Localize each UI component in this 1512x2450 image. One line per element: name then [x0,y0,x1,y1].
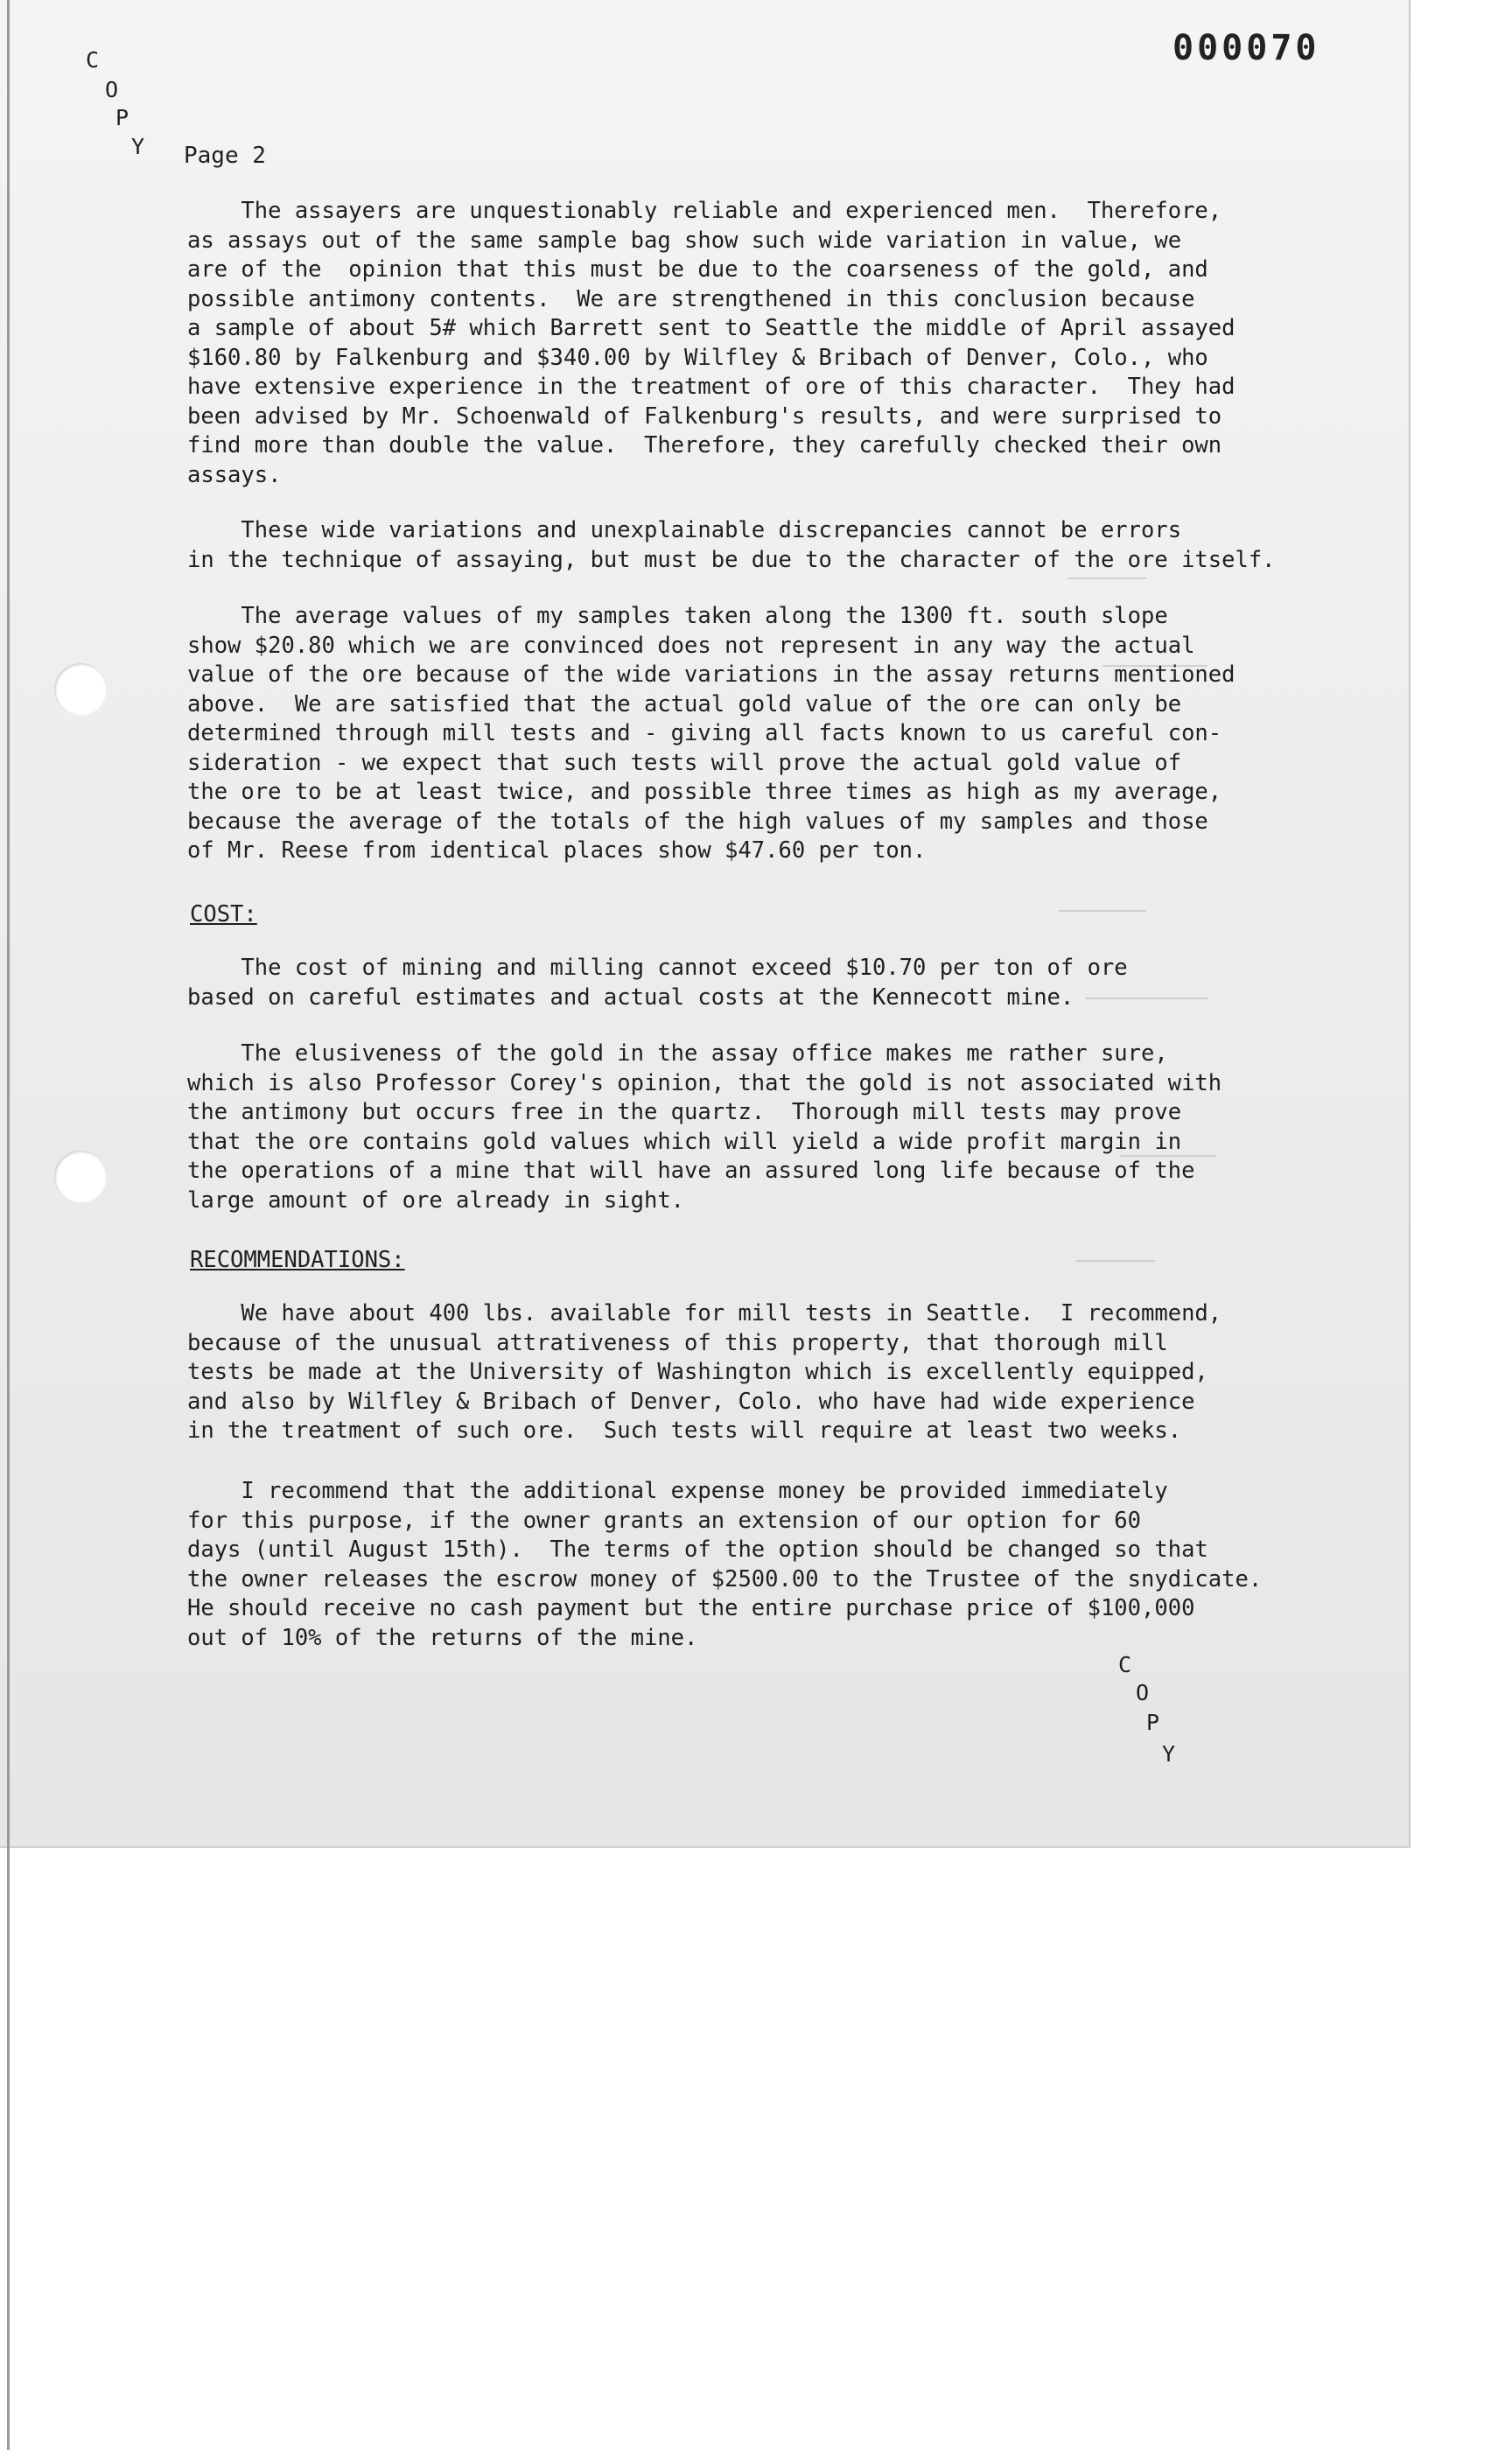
heading-cost: COST: [190,901,257,928]
copy-stamp-letter: O [1136,1680,1150,1705]
paragraph-average-values: The average values of my samples taken along the 1300 ft. south slope show $20.80 which we are convinced does not represent in any way the actual value of the ore because of the wide variations in the assay returns mentioned above. We are satisfied that the actual gold value of the ore can only be determined through mill tests and - giving all facts known to us careful con- sideration - we expect that such tests will prove the actual gold value of the ore to be at least twice, and possible three times as high as my average, because the average of the totals of the high values of my samples and those of Mr. Reese from identical places show $47.60 per ton. [187,603,1236,864]
paragraph-elusiveness: The elusiveness of the gold in the assay office makes me rather sure, which is also Professor Corey's opinion, that the gold is not associated with the antimony but occurs free in the quartz. Thorough mill tests may prove that the ore contains gold values which will yield a wide profit margin in the operations of a mine that will have an assured long life because of the large amount of ore already in sight. [187,1040,1222,1214]
copy-stamp-letter: P [116,105,130,130]
copy-stamp-letter: Y [1162,1741,1176,1767]
copy-stamp-letter: C [1118,1652,1132,1677]
paragraph-assayers: The assayers are unquestionably reliable and experienced men. Therefore, as assays out of the same sample bag show such wide variation in value, we are of the opinion that this must be due to the coarseness of the gold, and possible antimony contents. We are strengthened in this conclusion because a sample of about 5# which Barrett sent to Seattle the middle of April assayed $160.80 by Falkenburg and $340.00 by Wilfley & Bribach of Denver, Colo., who have extensive experience in the treatment of ore of this character. They had been advised by Mr. Schoenwald of Falkenburg's results, and were surprised to find more than double the value. Therefore, they carefully checked their own assays. [187,198,1236,488]
punch-hole [54,663,107,716]
copy-stamp-letter: Y [131,134,145,159]
copy-stamp-letter: O [105,77,119,102]
page-edge-line [7,0,10,2450]
document-number: 000070 [1172,28,1320,68]
paragraph-cost: The cost of mining and milling cannot exceed $10.70 per ton of ore based on careful estimates and actual costs at the Kennecott mine. [187,955,1128,1011]
copy-stamp-letter: C [86,47,100,73]
paragraph-variations: These wide variations and unexplainable discrepancies cannot be errors in the technique of assaying, but must be due to the character of the ore itself. [187,517,1276,573]
paragraph-expense: I recommend that the additional expense money be provided immediately for this purpose, if the owner grants an extension of our option for 60 days (until August 15th). The terms of the option should be changed so that the owner releases the escrow money of $2500.00 to the Trustee of the snydicate. He should receive no cash payment but the entire purchase price of $100,000 out of 10% of the returns of the mine. [187,1478,1263,1651]
copy-stamp-letter: P [1146,1710,1160,1735]
heading-recommendations: RECOMMENDATIONS: [190,1247,405,1273]
page-number-label: Page 2 [184,143,266,169]
bleed-through-marks [1050,542,1312,1330]
paragraph-mill-tests: We have about 400 lbs. available for mill tests in Seattle. I recommend, because of the unusual attrativeness of this property, that thorough mill tests be made at the University of Washington which is excellently equipped, and also by Wilfley & Bribach of Denver, Colo. who have had wide experience in the treatment of such ore. Such tests will require at least two weeks. [187,1300,1222,1444]
punch-hole [54,1151,107,1203]
